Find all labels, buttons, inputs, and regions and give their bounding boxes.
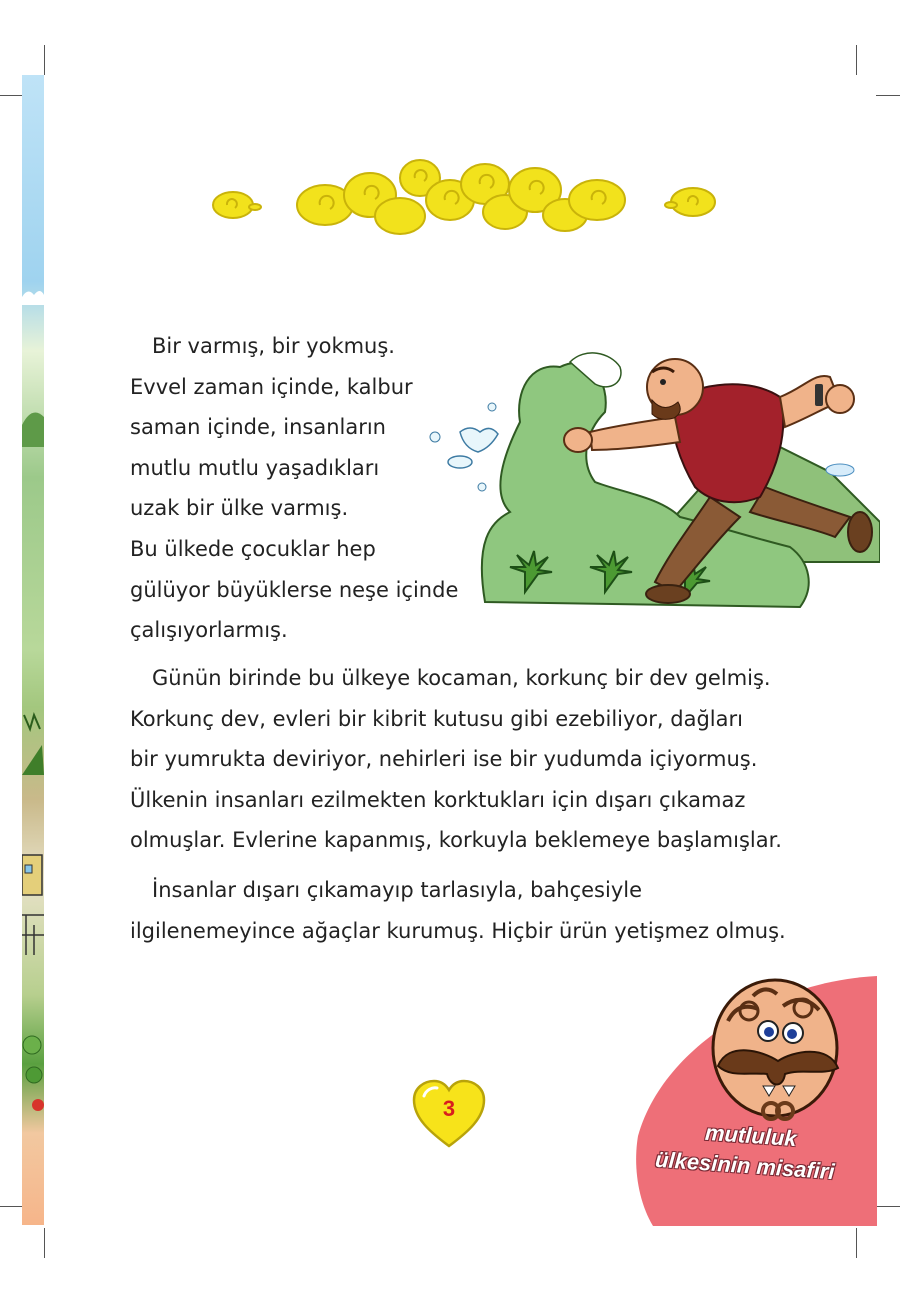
story-paragraph-3 [130,870,786,951]
cloud-ornament [205,150,725,245]
text-line: olmuşlar. Evlerine kapanmış, korkuyla beklemeye başlamışlar. [130,828,782,853]
text-line: mutlu mutlu yaşadıkları [130,455,380,480]
text-line: Bu ülkede çocuklar hep [130,536,376,561]
left-decorative-strip [22,75,44,1225]
text-line: Bir varmış, bir yokmuş. [152,334,395,358]
giant-illustration [420,322,880,612]
text-line: İnsanlar dışarı çıkamayıp tarlasıyla, bahçesiyle [152,878,643,902]
text-line: saman içinde, insanların [130,415,386,440]
text-line: Evvel zaman içinde, kalbur [130,374,413,399]
text-line: Ülkenin insanları ezilmekten korktukları için dışarı çıkamaz [130,787,746,812]
badge-title-line-2: ülkesinin misafiri [654,1146,836,1185]
crop-mark [44,1228,45,1258]
crop-mark [876,95,900,96]
page-number: 3 [442,1096,456,1121]
text-line: Günün birinde bu ülkeye kocaman, korkunç bir dev gelmiş. [152,666,771,690]
crop-mark [876,1206,900,1207]
crop-mark [856,1228,857,1258]
text-line: çalışıyorlarmış. [130,618,288,643]
strip-illustration [22,75,44,1225]
text-line: gülüyor büyüklerse neşe içinde [130,577,459,602]
badge-title-line-1: mutluluk [704,1119,798,1152]
story-paragraph-2 [130,658,782,861]
text-line: uzak bir ülke varmış. [130,496,349,521]
crop-mark [44,45,45,75]
text-line: Korkunç dev, evleri bir kibrit kutusu gibi ezebiliyor, dağları [130,706,743,731]
crop-mark [0,1206,24,1207]
text-line: ilgilenemeyince ağaçlar kurumuş. Hiçbir ürün yetişmez olmuş. [130,918,786,943]
story-paragraph-1 [130,326,458,651]
book-badge [633,976,877,1226]
crop-mark [0,95,24,96]
crop-mark [856,45,857,75]
text-line: bir yumrukta deviriyor, nehirleri ise bir yudumda içiyormuş. [130,747,758,772]
